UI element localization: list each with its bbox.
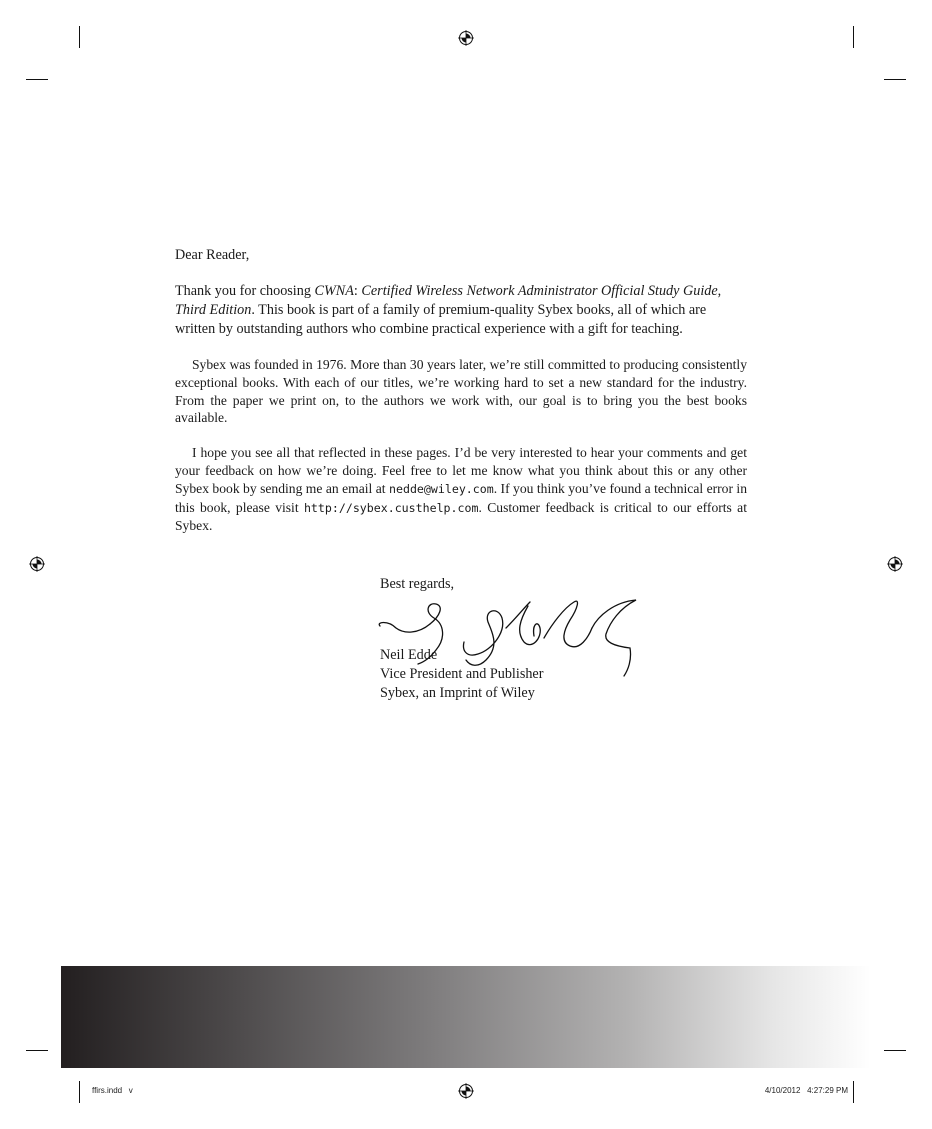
- slug-filename: ffirs.indd v: [92, 1086, 133, 1095]
- letter-body: [175, 246, 747, 552]
- feedback-text-2: . If you think you’ve found a technical error in this book, please visit: [175, 480, 747, 515]
- salutation: Dear Reader,: [175, 247, 250, 263]
- crop-mark-right-upper: [884, 79, 906, 80]
- closing-text: Best regards,: [380, 576, 455, 592]
- intro-comma: ,: [717, 283, 722, 299]
- registration-mark-icon: [458, 30, 474, 46]
- intro-rest: . This book is part of a family of premium-quality Sybex books, all of which are written by outstanding authors who combine practical experience with a gift for teaching.: [175, 302, 707, 337]
- slug-timestamp: 4/10/2012 4:27:29 PM: [764, 1086, 848, 1095]
- crop-mark-right-lower: [884, 1050, 906, 1051]
- crop-mark-bottom-left: [79, 1081, 80, 1103]
- intro-colon: :: [353, 283, 362, 299]
- crop-mark-left-lower: [26, 1050, 48, 1051]
- registration-mark-icon: [887, 556, 903, 572]
- crop-mark-left-upper: [26, 79, 48, 80]
- signer-name: Neil Edde: [380, 647, 438, 663]
- support-url: http://sybex.custhelp.com: [303, 500, 479, 515]
- crop-mark-bottom-right: [853, 1081, 854, 1103]
- book-title: CWNA: [314, 283, 354, 299]
- book-edition: Third Edition: [175, 302, 252, 318]
- book-subtitle: Certified Wireless Network Administrator Official Study Guide: [361, 283, 718, 299]
- feedback-text-3: . Customer feedback is critical to our efforts at Sybex.: [175, 499, 747, 534]
- registration-mark-icon: [29, 556, 45, 572]
- signer-title: Vice President and Publisher: [380, 666, 544, 682]
- signer-company: Sybex, an Imprint of Wiley: [380, 685, 535, 701]
- crop-mark-top-right: [853, 26, 854, 48]
- registration-mark-icon: [458, 1083, 474, 1099]
- feedback-paragraph: [175, 444, 747, 535]
- intro-paragraph: [175, 282, 747, 339]
- feedback-text-1: I hope you see all that reflected in these pages. I’d be very interested to hear your comments and get your feedback on how we’re doing. Feel free to let me know what you think about this or any other Sybex book by sending me an email at: [175, 445, 747, 496]
- history-paragraph: Sybex was founded in 1976. More than 30 years later, we’re still committed to producing consistently exceptional books. With each of our titles, we’re working hard to set a new standard for the industry. From the paper we print on, to the authors we work with, our goal is to bring you the best books available.: [175, 357, 747, 426]
- handwritten-signature: [374, 598, 644, 680]
- crop-mark-top-left: [79, 26, 80, 48]
- gradient-band: [61, 966, 871, 1068]
- intro-lead: Thank you for choosing: [175, 283, 315, 299]
- email-address: nedde@wiley.com: [389, 481, 494, 496]
